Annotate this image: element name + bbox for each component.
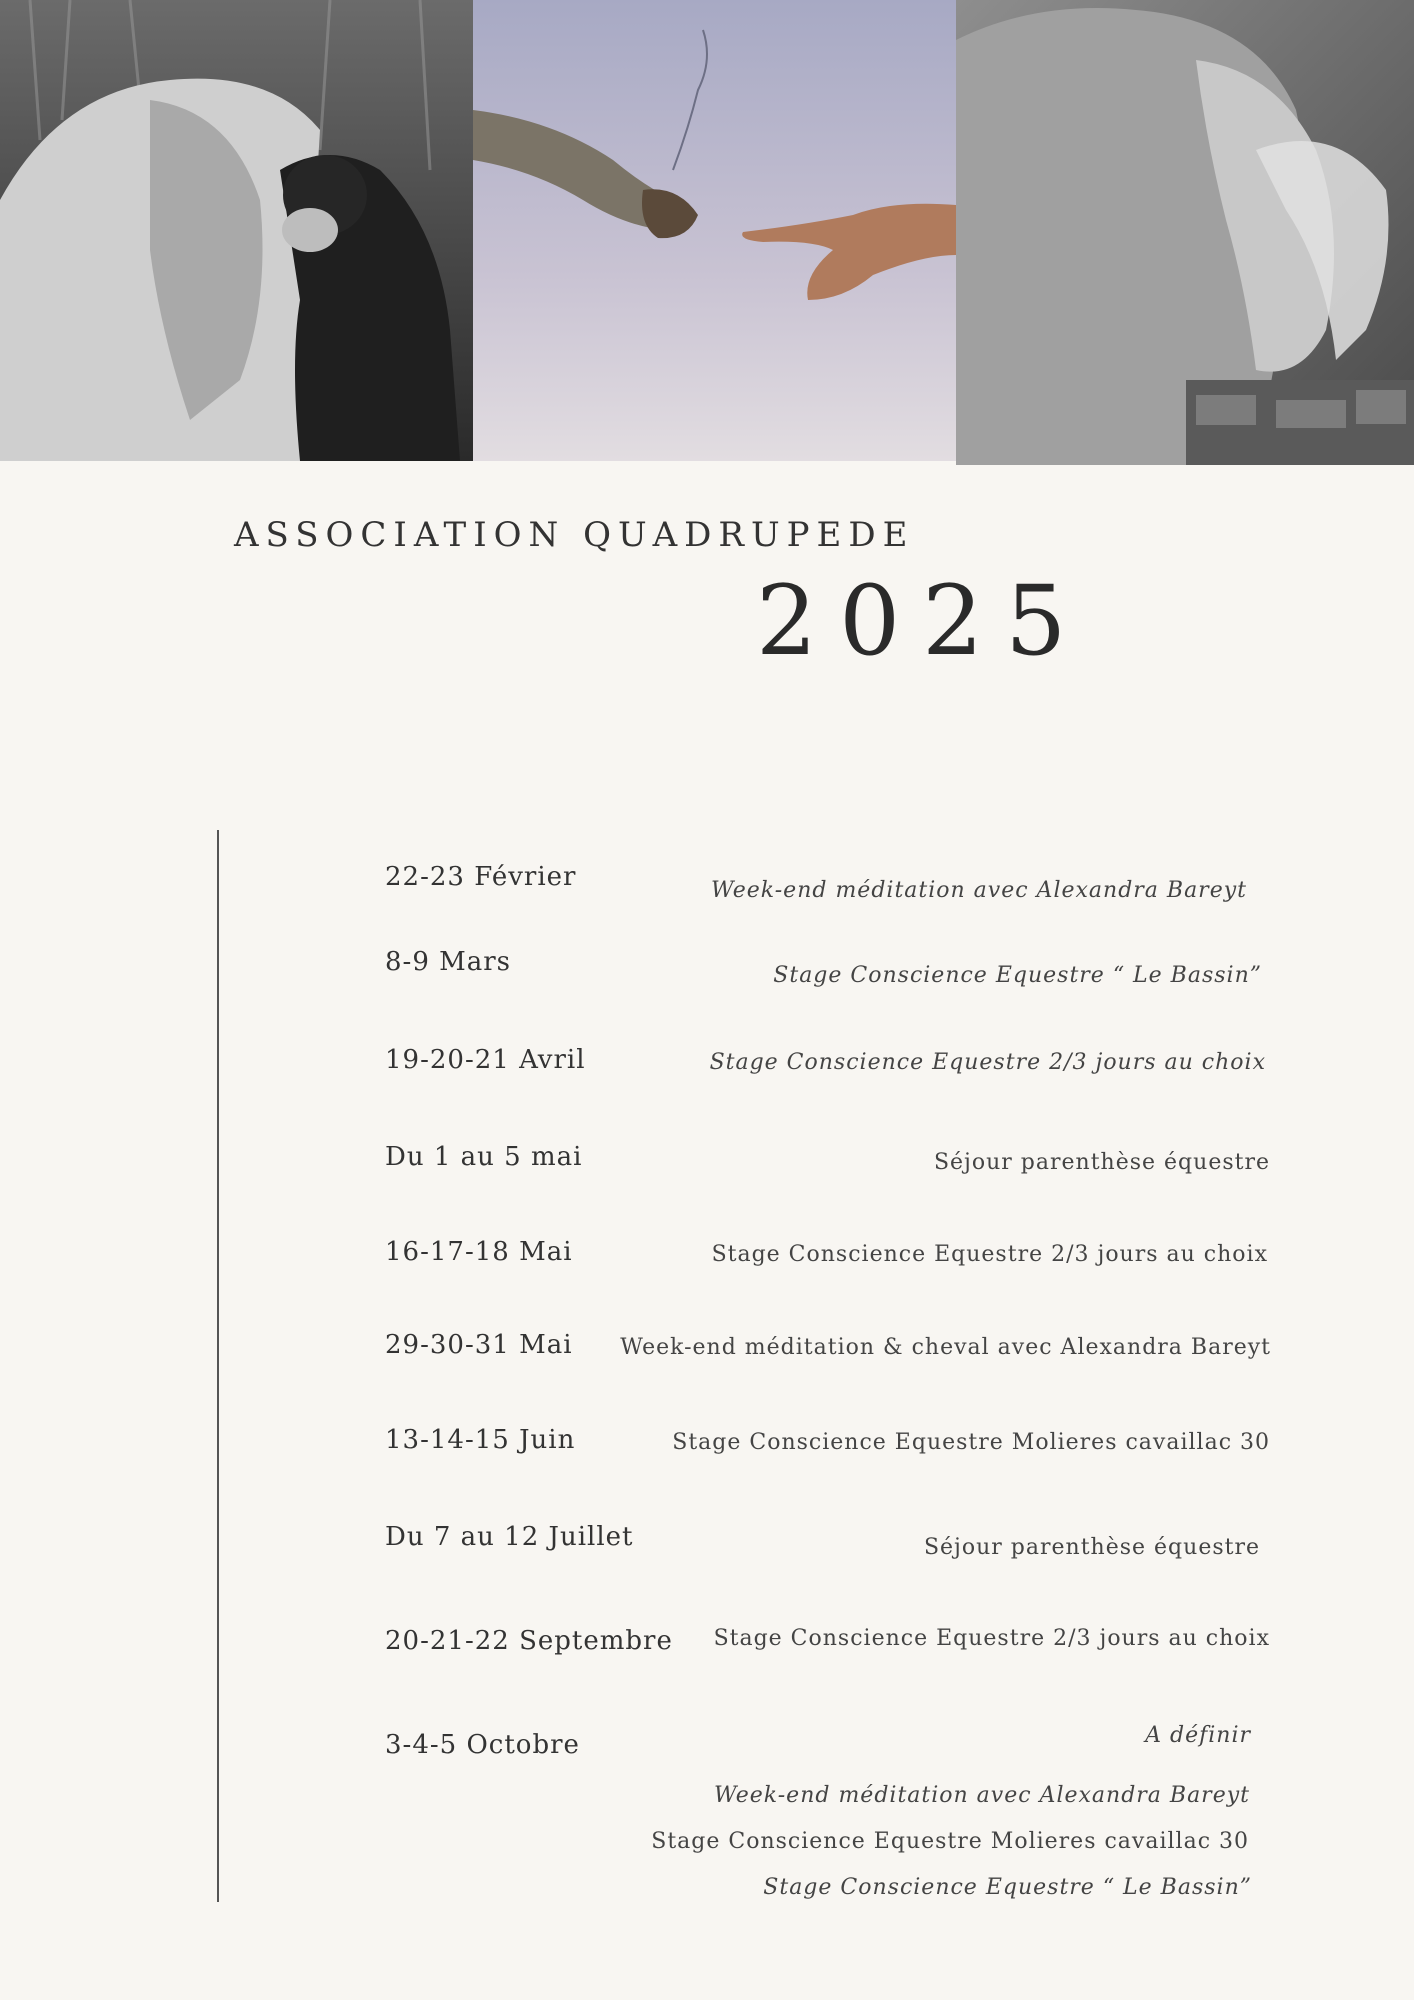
date-label: 16-17-18 Mai	[385, 1237, 573, 1267]
event-label: A définir	[1145, 1723, 1251, 1748]
date-label: 29-30-31 Mai	[385, 1330, 573, 1360]
option-label: Stage Conscience Equestre “ Le Bassin”	[763, 1875, 1252, 1900]
date-label: 8-9 Mars	[385, 947, 512, 977]
date-label: Du 7 au 12 Juillet	[385, 1522, 634, 1552]
horse-hug-photo	[0, 0, 473, 461]
event-label: Week-end méditation avec Alexandra Bareyt	[710, 878, 1247, 903]
date-label: 20-21-22 Septembre	[385, 1626, 673, 1656]
photo-banner	[0, 0, 1414, 465]
event-label: Stage Conscience Equestre 2/3 jours au choix	[709, 1050, 1266, 1075]
date-label: Du 1 au 5 mai	[385, 1142, 583, 1172]
option-label: Week-end méditation avec Alexandra Bareyt	[713, 1783, 1250, 1808]
date-label: 22-23 Février	[385, 862, 577, 892]
grey-horse-photo	[956, 0, 1414, 465]
date-label: 13-14-15 Juin	[385, 1425, 576, 1455]
event-label: Stage Conscience Equestre 2/3 jours au choix	[713, 1626, 1270, 1651]
event-label: Stage Conscience Equestre 2/3 jours au choix	[711, 1242, 1268, 1267]
association-name: ASSOCIATION QUADRUPEDE	[234, 515, 915, 555]
date-label: 19-20-21 Avril	[385, 1045, 586, 1075]
event-label: Stage Conscience Equestre Molieres cavaillac 30	[672, 1430, 1270, 1455]
timeline-divider	[217, 830, 219, 1902]
hoof-and-hand-photo	[473, 0, 956, 461]
year-title: 2025	[756, 565, 1089, 677]
event-label: Séjour parenthèse équestre	[923, 1535, 1260, 1560]
event-label: Séjour parenthèse équestre	[933, 1150, 1270, 1175]
option-label: Stage Conscience Equestre Molieres cavaillac 30	[651, 1829, 1249, 1854]
date-label: 3-4-5 Octobre	[385, 1730, 580, 1760]
event-label: Week-end méditation & cheval avec Alexandra Bareyt	[620, 1335, 1271, 1360]
event-label: Stage Conscience Equestre “ Le Bassin”	[773, 963, 1262, 988]
